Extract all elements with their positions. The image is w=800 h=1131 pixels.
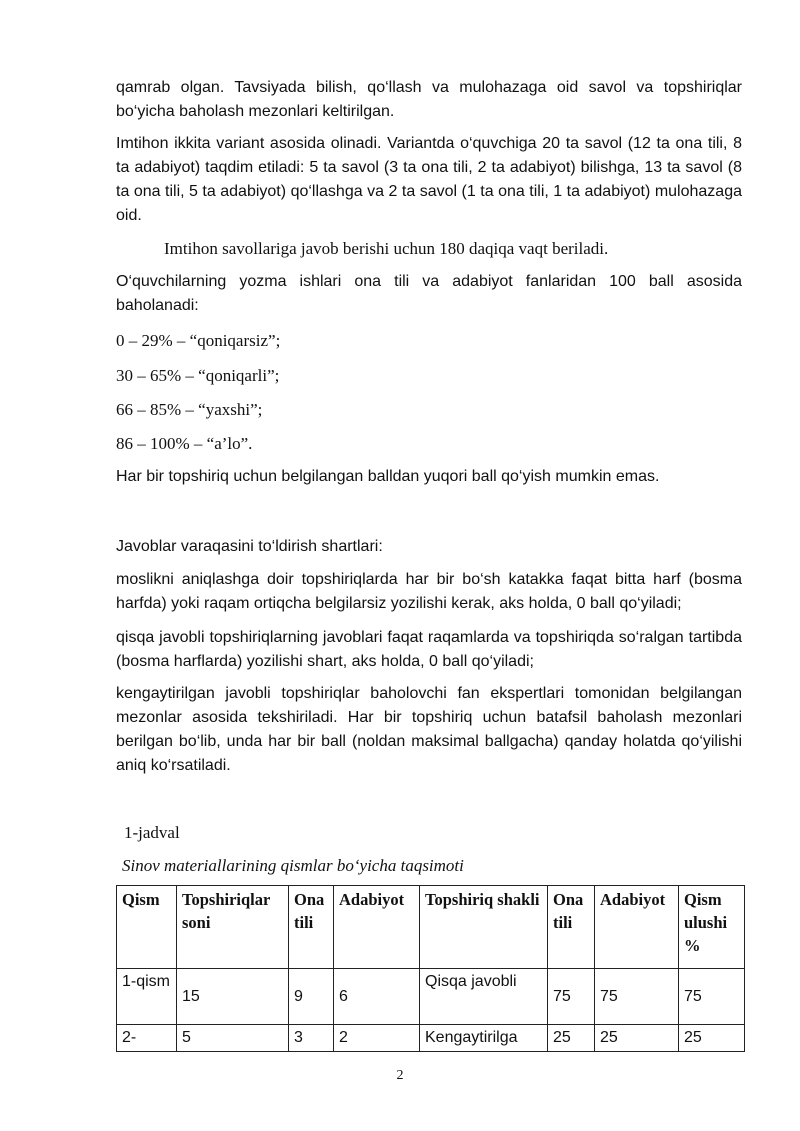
table-header-row — [117, 886, 745, 969]
paragraph-max-score: Har bir topshiriq uchun belgilangan balldan yuqori ball qo‘yish mumkin emas. — [116, 468, 660, 485]
table-cell: 2 — [334, 1025, 420, 1052]
table-cell: 6 — [334, 969, 420, 1025]
table-cell: 9 — [289, 969, 334, 1025]
rule-matching: moslikni aniqlashga doir topshiriqlarda har bir bo‘sh katakka faqat bitta harf (bosma harfda) yoki raqam ortiqcha belgilarsiz yozilishi kerak, aks holda, 0 ball qo‘yiladi; — [116, 571, 742, 612]
rule-extended-answer: kengaytirilgan javobli topshiriqlar baholovchi fan ekspertlari tomonidan belgilangan mezonlar asosida tekshiriladi. Har bir topshiriq uchun batafsil baholash mezonlari berilgan bo‘lib, unda har bir ball (noldan maksimal ballgacha) qanday holatda qo‘yilishi aniq ko‘rsatiladi. — [116, 685, 742, 774]
table-cell: 25 — [595, 1025, 679, 1052]
header-cell: Ona tili — [289, 886, 334, 969]
header-cell: Qism — [117, 886, 177, 969]
section-heading-answer-sheet: Javoblar varaqasini to‘ldirish shartlari: — [116, 538, 383, 555]
table-caption: Sinov materiallarining qismlar bo‘yicha taqsimoti — [122, 856, 464, 875]
page-number: 2 — [396, 1068, 404, 1083]
table-cell: 3 — [289, 1025, 334, 1052]
table-cell: 25 — [679, 1025, 745, 1052]
rule-short-answer: qisqa javobli topshiriqlarning javoblari faqat raqamlarda va topshiriqda so‘ralgan tartibda (bosma harflarda) yozilishi shart, aks holda, 0 ball qo‘yiladi; — [116, 629, 742, 670]
header-cell: Topshiriq shakli — [420, 886, 548, 969]
header-cell: Qism ulushi % — [679, 886, 745, 969]
header-cell: Ona tili — [548, 886, 595, 969]
table-cell: 75 — [595, 969, 679, 1025]
grade-unsatisfactory: 0 – 29% – “qoniqarsiz”; — [116, 331, 281, 350]
distribution-table — [116, 885, 745, 1052]
grade-good: 66 – 85% – “yaxshi”; — [116, 400, 263, 419]
grade-excellent: 86 – 100% – “a’lo”. — [116, 434, 253, 453]
table-cell: 75 — [548, 969, 595, 1025]
table-cell: Kengaytirilga — [420, 1025, 548, 1052]
paragraph-intro: qamrab olgan. Tavsiyada bilish, qo‘llash va mulohazaga oid savol va topshiriqlar bo‘yicha baholash mezonlari keltirilgan. — [116, 79, 742, 120]
header-cell: Adabiyot — [334, 886, 420, 969]
table-cell: 5 — [177, 1025, 289, 1052]
table-row — [117, 1025, 745, 1052]
table-cell: 1-qism — [117, 969, 177, 1025]
table-cell: 75 — [679, 969, 745, 1025]
table-cell: Qisqa javobli — [420, 969, 548, 1025]
header-cell: Adabiyot — [595, 886, 679, 969]
table-row — [117, 969, 745, 1025]
table-cell: 25 — [548, 1025, 595, 1052]
table-cell: 15 — [177, 969, 289, 1025]
grade-satisfactory: 30 – 65% – “qoniqarli”; — [116, 366, 280, 385]
table-cell: 2- — [117, 1025, 177, 1052]
paragraph-time: Imtihon savollariga javob berishi uchun 180 daqiqa vaqt beriladi. — [164, 239, 609, 258]
table-label: 1-jadval — [124, 823, 180, 842]
paragraph-variants: Imtihon ikkita variant asosida olinadi. Variantda o‘quvchiga 20 ta savol (12 ta ona tili, 8 ta adabiyot) taqdim etiladi: 5 ta savol (3 ta ona tili, 2 ta adabiyot) bilishga, 13 ta savol (8 ta ona tili, 5 ta adabiyot) qo‘llashga va 2 ta savol (1 ta ona tili, 1 ta adabiyot) mulohazaga oid. — [116, 135, 742, 224]
paragraph-grading: O‘quvchilarning yozma ishlari ona tili va adabiyot fanlaridan 100 ball asosida baholanadi: — [116, 273, 742, 314]
header-cell: Topshiriqlar soni — [177, 886, 289, 969]
